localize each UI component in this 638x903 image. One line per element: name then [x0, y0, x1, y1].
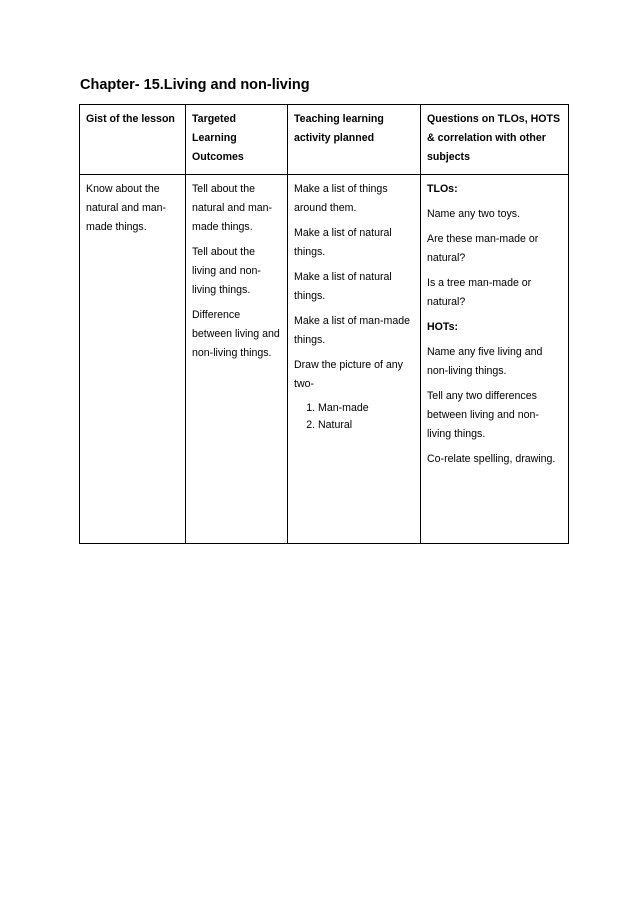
question-item: Co-relate spelling, drawing. — [427, 453, 556, 465]
table-header-row — [80, 105, 569, 175]
question-item: Are these man-made or natural? — [427, 233, 539, 264]
activity-item: Make a list of things around them. — [294, 183, 388, 214]
gist-text: Know about the natural and man-made things. — [86, 183, 167, 233]
header-teaching-activity: Teaching learning activity planned — [288, 105, 421, 175]
activity-item: Make a list of natural things. — [294, 227, 392, 258]
hots-heading: HOTs: — [427, 321, 458, 333]
activity-item: Make a list of natural things. — [294, 271, 392, 302]
question-item: Is a tree man-made or natural? — [427, 277, 532, 308]
cell-questions — [421, 175, 569, 544]
outcome-item: Difference between living and non-living things. — [192, 309, 280, 359]
question-item: Name any five living and non-living things. — [427, 346, 543, 377]
cell-outcomes — [186, 175, 288, 544]
list-item: 2. Natural — [318, 417, 414, 434]
question-item: Name any two toys. — [427, 208, 521, 220]
header-targeted-outcomes: Targeted Learning Outcomes — [186, 105, 288, 175]
question-item: Tell any two differences between living and non-living things. — [427, 390, 539, 440]
header-questions: Questions on TLOs, HOTS & correlation with other subjects — [421, 105, 569, 175]
activity-item: Make a list of man-made things. — [294, 315, 410, 346]
outcome-item: Tell about the natural and man-made things. — [192, 183, 273, 233]
activity-item: Draw the picture of any two- — [294, 359, 403, 390]
list-item: 1. Man-made — [318, 400, 414, 417]
cell-activities — [288, 175, 421, 544]
table-row — [80, 175, 569, 544]
cell-gist — [80, 175, 186, 544]
header-gist: Gist of the lesson — [80, 105, 186, 175]
outcome-item: Tell about the living and non-living things. — [192, 246, 261, 296]
draw-list — [294, 400, 414, 434]
lesson-plan-table — [79, 104, 569, 544]
page-title: Chapter- 15.Living and non-living — [80, 77, 310, 93]
tlos-heading: TLOs: — [427, 183, 458, 195]
